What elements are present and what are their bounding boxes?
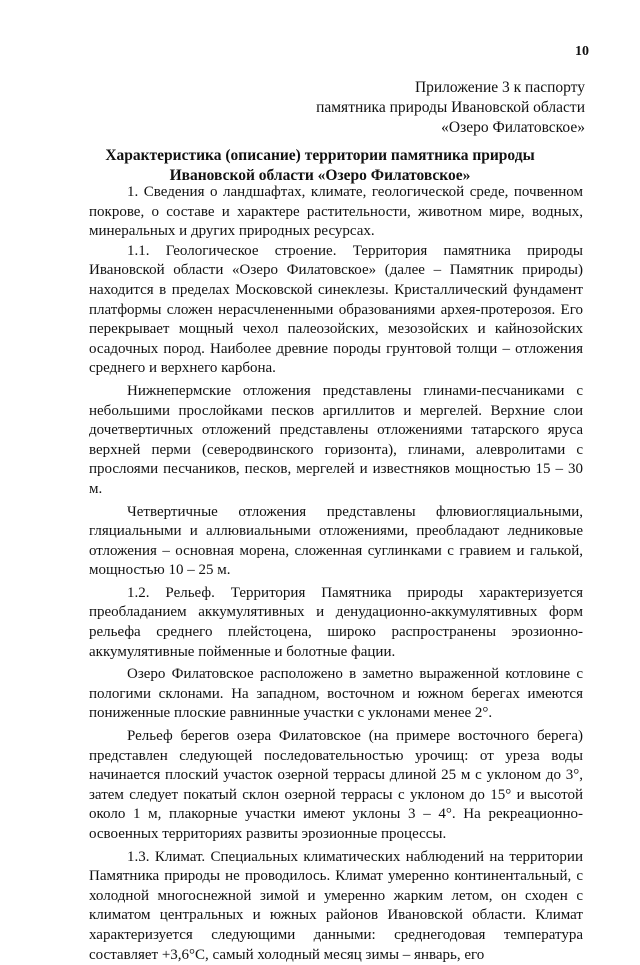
paragraph: 1.2. Рельеф. Территория Памятника природы характеризуется преобладанием аккумулятивных и денудационно-аккумулятивных форм рельефа среднего плейстоцена, широко распространены эрозионно-аккумулятивные пойменные и болотные фации. <box>89 584 583 660</box>
paragraph: 1.1. Геологическое строение. Территория памятника природы Ивановской области «Озеро Филатовское» (далее – Памятник природы) находится в пределах Московской синеклезы. Кристаллический фундамент платформы сложен нерасчлененными образованиями архея-протерозоя. Его перекрывает мощный чехол палеозойских, мезозойских и кайнозойских осадочных пород. Наиболее древние породы грунтовой толщи – отложения среднего и верхнего карбона. <box>89 242 583 377</box>
title-line: Характеристика (описание) территории памятника природы <box>105 147 535 164</box>
paragraph: Четвертичные отложения представлены флювиогляциальными, гляциальными и аллювиальными отложениями, преобладают ледниковые отложения – основная морена, сложенная суглинками с гравием и галькой, мощностью 10 – 25 м. <box>89 503 583 579</box>
paragraph: Озеро Филатовское расположено в заметно выраженной котловине с пологими склонами. На западном, восточном и южном берегах имеются пониженные плоские равнинные участки с уклонами менее 2°. <box>89 666 583 722</box>
title-line: Ивановской области «Озеро Филатовское» <box>169 167 471 184</box>
appendix-line: «Озеро Филатовское» <box>441 119 585 136</box>
paragraph: Нижнепермские отложения представлены глинами-песчаниками с небольшими прослойками песков аргиллитов и мергелей. Верхние слои дочетвертичных отложений представлены отложениями татарского яруса верхней перми (северодвинского горизонта), глинами, алевролитами с прослоями песчаников, песков, мергелей и известняков мощностью 15 – 30 м. <box>89 382 583 497</box>
paragraph: 1.3. Климат. Специальных климатических наблюдений на территории Памятника природы не проводилось. Климат умеренно континентальный, с холодной многоснежной зимой и умеренно жарким летом, он сходен с климатом центральных и южных районов Ивановской области. Климат характеризуется следующими данными: среднегодовая температура составляет +3,6°С, самый холодный месяц зимы – январь, его <box>89 848 583 963</box>
document-title <box>60 146 580 186</box>
appendix-line: памятника природы Ивановской области <box>316 99 585 116</box>
paragraph: 1. Сведения о ландшафтах, климате, геологической среде, почвенном покрове, о составе и характере растительности, животном мире, водных, минеральных и других природных ресурсах. <box>89 184 583 240</box>
page-number: 10 <box>575 44 589 59</box>
paragraph: Рельеф берегов озера Филатовское (на примере восточного берега) представлен следующей последовательностью урочищ: от уреза воды начинается плоский участок озерной террасы длиной 25 м с уклоном до 3°, затем следует покатый склон озерной террасы с уклоном до 15° и высотой около 1 м, плакорные участки имеют уклоны 3 – 4°. На рекреационно-освоенных территориях развиты эрозионные процессы. <box>89 728 583 842</box>
document-body <box>89 183 583 965</box>
appendix-line: Приложение 3 к паспорту <box>414 79 585 96</box>
appendix-header <box>316 78 585 138</box>
